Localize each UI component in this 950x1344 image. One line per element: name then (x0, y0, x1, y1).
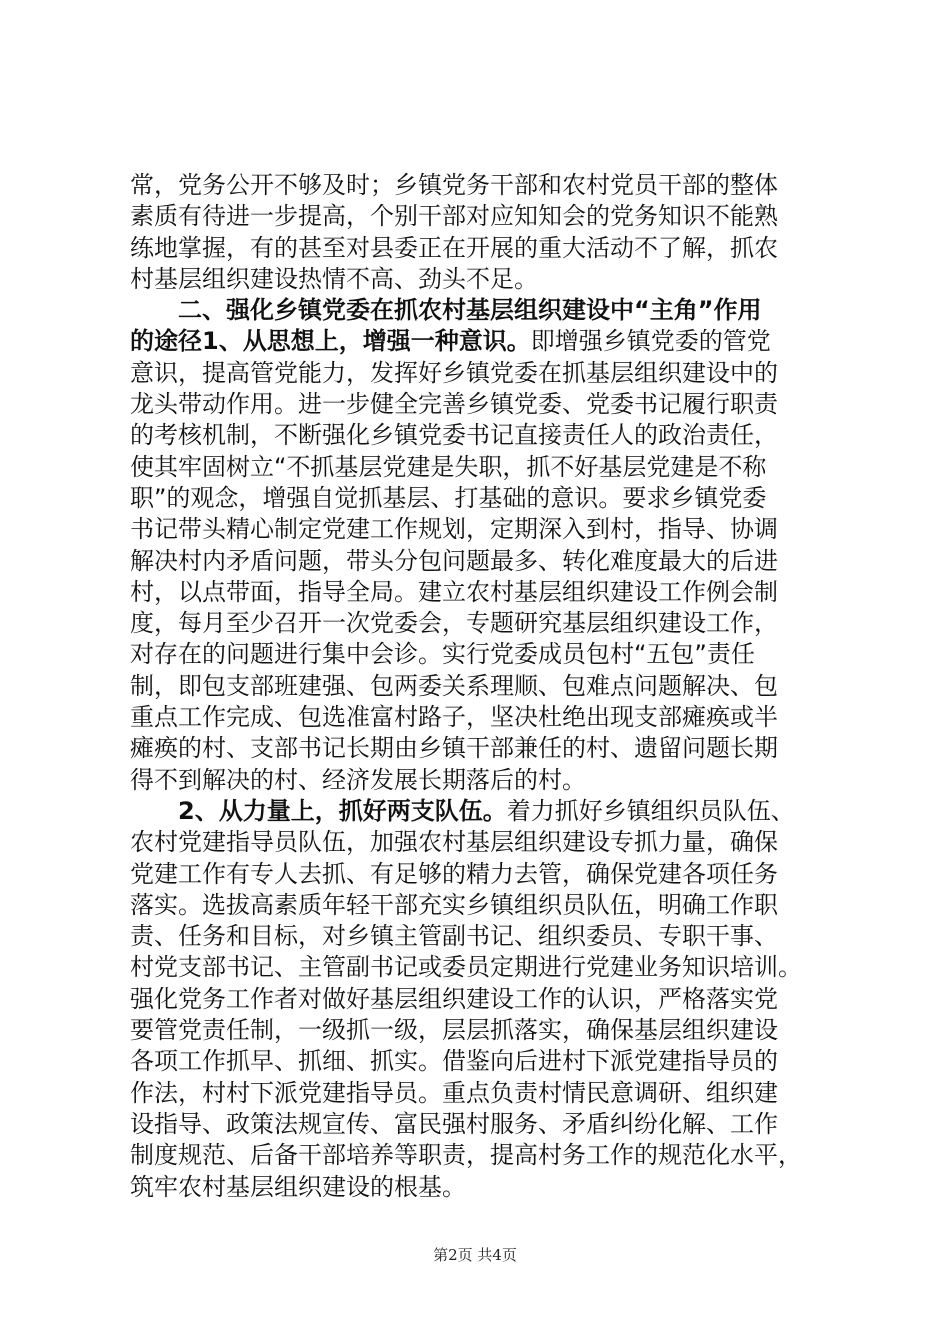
text-line (130, 389, 830, 420)
text-line (130, 233, 830, 264)
bold-text-run: 2、从力量上，抓好两支队伍。 (130, 796, 507, 825)
text-line (130, 1172, 830, 1203)
text-run: 练地掌握，有的甚至对县委正在开展的重大活动不了解，抓农 (130, 233, 778, 262)
text-line (130, 1046, 830, 1077)
text-run: 村，以点带面，指导全局。建立农村基层组织建设工作例会制 (130, 577, 778, 606)
text-line (130, 639, 830, 670)
text-line (130, 326, 830, 357)
text-line (130, 859, 830, 890)
text-line (130, 420, 830, 451)
text-line (130, 827, 830, 858)
text-line (130, 608, 830, 639)
text-line (130, 514, 830, 545)
text-run: 着力抓好乡镇组织员队伍、 (506, 796, 795, 825)
text-line (130, 358, 830, 389)
text-run: 要管党责任制，一级抓一级，层层抓落实，确保基层组织建设 (130, 1016, 778, 1045)
text-run: 职”的观念，增强自觉抓基层、打基础的意识。要求乡镇党委 (130, 483, 767, 512)
text-run: 筑牢农村基层组织建设的根基。 (130, 1172, 466, 1201)
text-line (130, 1078, 830, 1109)
paragraph (130, 295, 830, 796)
page-number: 第2页 共4页 (433, 1246, 517, 1264)
text-line (130, 702, 830, 733)
text-line (130, 201, 830, 232)
text-run: 素质有待进一步提高，个别干部对应知知会的党务知识不能熟 (130, 202, 778, 231)
text-line (130, 1140, 830, 1171)
text-line (130, 796, 830, 827)
text-line (130, 295, 830, 326)
text-line (130, 1109, 830, 1140)
paragraph (130, 796, 830, 1203)
text-line (130, 577, 830, 608)
text-run: 责、任务和目标，对乡镇主管副书记、组织委员、专职干事、 (130, 922, 778, 951)
text-line (130, 984, 830, 1015)
text-line (130, 1015, 830, 1046)
text-run: 农村党建指导员队伍，加强农村基层组织建设专抓力量，确保 (130, 828, 778, 857)
text-line (130, 921, 830, 952)
text-run: 书记带头精心制定党建工作规划，定期深入到村，指导、协调 (130, 515, 778, 544)
text-run: 村基层组织建设热情不高、劲头不足。 (130, 264, 538, 293)
text-run: 瘫痪的村、支部书记长期由乡镇干部兼任的村、遗留问题长期 (130, 734, 778, 763)
text-run: 龙头带动作用。进一步健全完善乡镇党委、党委书记履行职责 (130, 390, 778, 419)
text-run: 即增强乡镇党委的管党 (530, 327, 771, 356)
text-run: 意识，提高管党能力，发挥好乡镇党委在抓基层组织建设中的 (130, 358, 778, 387)
bold-text-run: 二、强化乡镇党委在抓农村基层组织建设中“主角”作用 (130, 296, 762, 325)
text-line (130, 733, 830, 764)
text-run: 制度规范、后备干部培养等职责，提高村务工作的规范化水平， (130, 1141, 802, 1170)
text-line (130, 264, 830, 295)
text-run: 设指导、政策法规宣传、富民强村服务、矛盾纠纷化解、工作 (130, 1109, 778, 1138)
text-line (130, 671, 830, 702)
text-line (130, 890, 830, 921)
text-run: 村党支部书记、主管副书记或委员定期进行党建业务知识培训。 (130, 953, 802, 982)
text-run: 使其牢固树立“不抓基层党建是失职，抓不好基层党建是不称 (130, 452, 767, 481)
text-run: 常，党务公开不够及时；乡镇党务干部和农村党员干部的整体 (130, 171, 778, 199)
text-line (130, 546, 830, 577)
text-run: 落实。选拔高素质年轻干部充实乡镇组织员队伍，明确工作职 (130, 890, 778, 919)
text-run: 作法，村村下派党建指导员。重点负责村情民意调研、组织建 (130, 1078, 778, 1107)
text-run: 各项工作抓早、抓细、抓实。借鉴向后进村下派党建指导员的 (130, 1047, 778, 1076)
bold-text-run: 的途径1、从思想上，增强一种意识。 (130, 327, 531, 356)
text-run: 强化党务工作者对做好基层组织建设工作的认识，严格落实党 (130, 984, 778, 1013)
document-body (130, 170, 830, 1203)
text-run: 度，每月至少召开一次党委会，专题研究基层组织建设工作， (130, 609, 778, 638)
text-run: 的考核机制，不断强化乡镇党委书记直接责任人的政治责任， (130, 421, 778, 450)
text-line (130, 952, 830, 983)
text-run: 解决村内矛盾问题，带头分包问题最多、转化难度最大的后进 (130, 546, 778, 575)
text-line (130, 765, 830, 796)
text-line (130, 483, 830, 514)
text-line (130, 452, 830, 483)
paragraph (130, 170, 830, 295)
text-run: 得不到解决的村、经济发展长期落后的村。 (130, 765, 586, 794)
text-line (130, 170, 830, 201)
text-run: 对存在的问题进行集中会诊。实行党委成员包村“五包”责任 (130, 640, 755, 669)
text-run: 重点工作完成、包选准富村路子，坚决杜绝出现支部瘫痪或半 (130, 703, 778, 732)
text-run: 党建工作有专人去抓、有足够的精力去管，确保党建各项任务 (130, 859, 778, 888)
text-run: 制，即包支部班建强、包两委关系理顺、包难点问题解决、包 (130, 671, 778, 700)
